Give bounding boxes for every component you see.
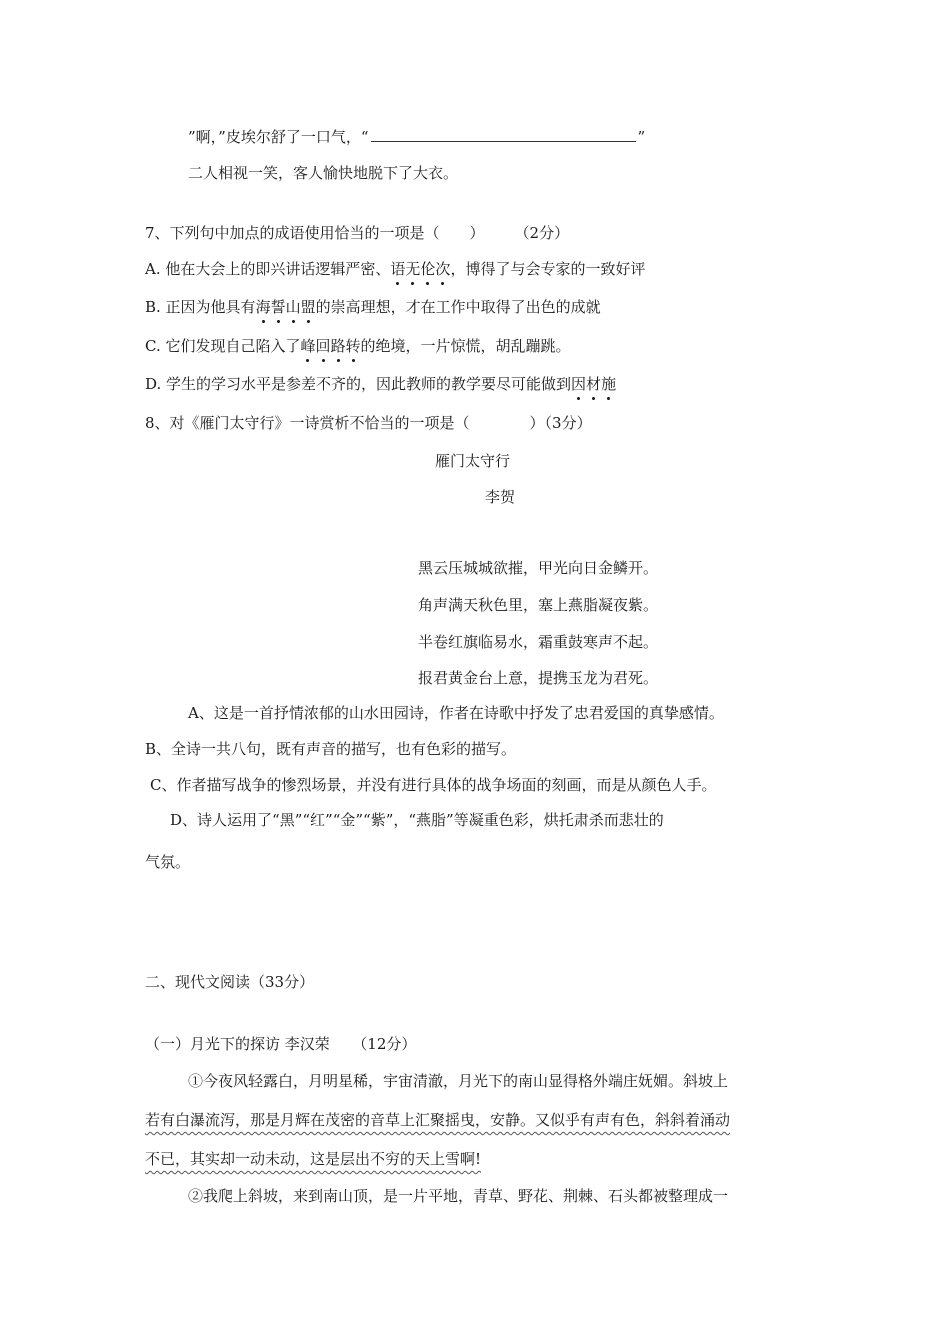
dotted-char: 盟	[300, 298, 316, 316]
poem-line: 报君黄金台上意，提携玉龙为君死。	[418, 669, 659, 687]
dotted-char: 次	[435, 260, 451, 278]
poem-line: 半卷红旗临易水，霜重鼓寒声不起。	[418, 633, 659, 651]
dotted-char: 回	[315, 337, 331, 355]
q7-c-text-end: 的绝境，一片惊慌，胡乱蹦跳。	[360, 337, 571, 355]
q7-stem: 7、下列句中加点的成语使用恰当的一项是（ ） （2分）	[145, 224, 570, 242]
paragraph-1-line-3: 不已，其实却一动未动，这是层出不穷的天上雪啊!	[145, 1150, 482, 1168]
q7-option-b	[145, 297, 601, 317]
q8-option-a: A、这是一首抒情浓郁的山水田园诗，作者在诗歌中抒发了忠君爱国的真挚感情。	[188, 704, 724, 722]
q7-c-text: C. 它们发现自己陷入了	[145, 337, 301, 355]
paragraph-1-line-1: ①今夜风轻露白，月明星稀，宇宙清澈，月光下的南山显得格外端庄妩媚。斜坡上	[188, 1072, 729, 1090]
passage-heading: （一）月光下的探访 李汉荣 （12分）	[145, 1035, 417, 1053]
q7-a-text: A. 他在大会上的即兴讲话逻辑严密、	[145, 260, 391, 278]
dotted-char: 材	[586, 375, 602, 393]
dotted-char: 语	[390, 260, 406, 278]
poem-title: 雁门太守行	[435, 452, 511, 470]
q8-option-d-line-2: 气氛。	[145, 853, 191, 871]
paragraph-1-line-2: 若有白瀑流泻，那是月辉在茂密的音草上汇聚摇曳，安静。又似乎有声有色，斜斜着涌动	[145, 1111, 731, 1129]
q7-option-d	[145, 374, 616, 394]
dialogue-line-2: 二人相视一笑，客人愉快地脱下了大衣。	[188, 164, 459, 182]
poem-author: 李贺	[485, 488, 516, 506]
q7-a-text-end: ，博得了与会专家的一致好评	[450, 260, 646, 278]
paragraph-2-line-1: ②我爬上斜坡，来到南山顶，是一片平地，青草、野花、荆棘、石头都被整理成一	[188, 1187, 729, 1205]
dotted-char: 因	[571, 375, 587, 393]
dialogue-line-1-suffix: ”	[637, 128, 646, 146]
dotted-char: 转	[345, 337, 361, 355]
dotted-char: 施	[601, 375, 617, 393]
poem-line: 角声满天秋色里，塞上燕脂凝夜紫。	[418, 596, 659, 614]
dotted-char: 海	[255, 298, 271, 316]
q7-option-c	[145, 336, 571, 356]
q8-option-c: C、作者描写战争的惨烈场景，并没有进行具体的战争场面的刻画，而是从颜色人手。	[150, 776, 717, 794]
q8-option-d-line-1: D、诗人运用了“黑”“红”“金”“紫”，“燕脂”等凝重色彩，烘托肃杀而悲壮的	[170, 811, 664, 829]
q7-b-text: B. 正因为他具有	[145, 298, 256, 316]
dotted-char: 无	[405, 260, 421, 278]
answer-blank[interactable]	[371, 127, 636, 142]
section-heading: 二、现代文阅读（33分）	[145, 973, 315, 991]
q7-b-text-end: 的崇高理想，才在工作中取得了出色的成就	[315, 298, 601, 316]
q7-option-a	[145, 259, 645, 279]
q7-d-text: D. 学生的学习水平是参差不齐的，因此教师的教学要尽可能做到	[145, 375, 572, 393]
q8-stem: 8、对《雁门太守行》一诗赏析不恰当的一项是（ ）（3分）	[145, 414, 592, 432]
dialogue-line-1-prefix: ”啊，”皮埃尔舒了一口气，“	[188, 128, 369, 146]
dotted-char: 山	[285, 298, 301, 316]
dotted-char: 伦	[420, 260, 436, 278]
poem-line: 黑云压城城欲摧，甲光向日金鳞开。	[418, 559, 659, 577]
q8-option-b: B、全诗一共八句，既有声音的描写，也有色彩的描写。	[145, 740, 517, 758]
dotted-char: 誓	[270, 298, 286, 316]
dialogue-line-1	[188, 127, 645, 147]
dotted-char: 峰	[300, 337, 316, 355]
dotted-char: 路	[330, 337, 346, 355]
